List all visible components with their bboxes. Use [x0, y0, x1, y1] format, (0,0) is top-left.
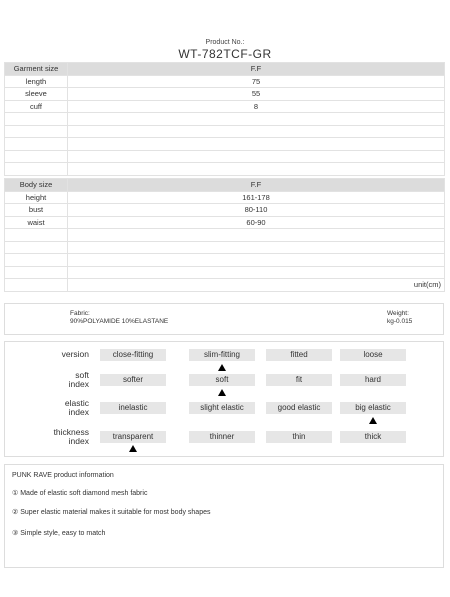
product-no: WT-782TCF-GR — [178, 47, 272, 61]
index-panel — [4, 341, 444, 457]
table-header-row — [5, 63, 445, 76]
table-row — [5, 204, 445, 217]
version-label: version — [61, 349, 89, 359]
option-softer: softer — [100, 374, 166, 386]
row-value: 60-90 — [68, 216, 445, 229]
option-loose: loose — [340, 349, 406, 361]
soft-index-label: soft index — [68, 370, 89, 389]
empty-row — [5, 113, 445, 126]
fabric-label: Fabric: — [70, 310, 90, 317]
empty-row — [5, 150, 445, 163]
fabric-value: 90%POLYAMIDE 10%ELASTANE — [70, 318, 169, 325]
weight-label: Weight: — [387, 310, 409, 317]
option-thinner: thinner — [189, 431, 255, 443]
empty-row — [5, 138, 445, 151]
selected-marker-icon — [218, 364, 226, 371]
row-value: 8 — [68, 100, 445, 113]
selected-marker-icon — [129, 445, 137, 452]
elastic-index-label: elastic index — [64, 398, 89, 417]
row-value: 161-178 — [68, 191, 445, 204]
row-label: cuff — [5, 100, 68, 113]
unit-label: unit(cm) — [68, 279, 445, 292]
row-value: 75 — [68, 75, 445, 88]
table-row — [5, 216, 445, 229]
option-inelastic: inelastic — [100, 402, 166, 414]
empty-row — [5, 241, 445, 254]
option-close-fitting: close-fitting — [100, 349, 166, 361]
table-row — [5, 88, 445, 101]
unit-row — [5, 279, 445, 292]
empty-row — [5, 125, 445, 138]
row-value: 55 — [68, 88, 445, 101]
weight-info — [387, 310, 412, 326]
empty-row — [5, 229, 445, 242]
selected-marker-icon — [218, 389, 226, 396]
empty-row — [5, 254, 445, 267]
option-fit: fit — [266, 374, 332, 386]
option-hard: hard — [340, 374, 406, 386]
row-value: 80-110 — [68, 204, 445, 217]
option-big-elastic: big elastic — [340, 402, 406, 414]
body-size-value: F.F — [68, 179, 445, 192]
option-soft: soft — [189, 374, 255, 386]
info-line-1: ① Made of elastic soft diamond mesh fabric — [12, 490, 148, 497]
info-line-3: ③ Simple style, easy to match — [12, 530, 106, 537]
option-thick: thick — [340, 431, 406, 443]
fabric-info — [70, 310, 168, 326]
empty-row — [5, 163, 445, 176]
option-good-elastic: good elastic — [266, 402, 332, 414]
table-row — [5, 100, 445, 113]
garment-size-table — [4, 62, 445, 176]
body-size-table — [4, 178, 445, 292]
product-info-title: PUNK RAVE product information — [12, 472, 114, 479]
option-fitted: fitted — [266, 349, 332, 361]
row-label: waist — [5, 216, 68, 229]
table-row — [5, 191, 445, 204]
row-label: bust — [5, 204, 68, 217]
option-slight-elastic: slight elastic — [189, 402, 255, 414]
option-transparent: transparent — [100, 431, 166, 443]
option-thin: thin — [266, 431, 332, 443]
table-row — [5, 75, 445, 88]
thickness-index-label: thickness index — [53, 427, 89, 446]
info-line-2: ② Super elastic material makes it suitable for most body shapes — [12, 509, 211, 516]
row-label: length — [5, 75, 68, 88]
option-slim-fitting: slim-fitting — [189, 349, 255, 361]
weight-value: kg-0.015 — [387, 318, 413, 325]
row-label: sleeve — [5, 88, 68, 101]
garment-size-title: Garment size — [5, 63, 68, 76]
garment-size-value: F.F — [68, 63, 445, 76]
row-label: height — [5, 191, 68, 204]
body-size-title: Body size — [5, 179, 68, 192]
product-info-panel — [4, 464, 444, 568]
selected-marker-icon — [369, 417, 377, 424]
fabric-panel — [4, 303, 444, 335]
table-header-row — [5, 179, 445, 192]
product-no-label: Product No.: — [205, 39, 245, 46]
empty-row — [5, 266, 445, 279]
